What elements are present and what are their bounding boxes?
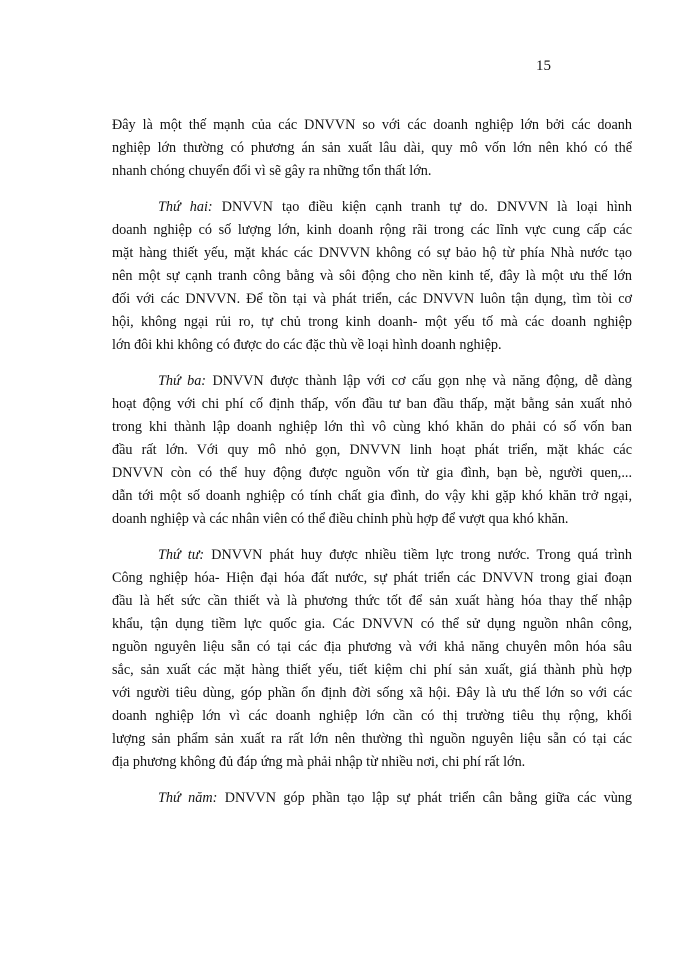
- text-segment: DNVVN phát huy được nhiều tiềm lực trong nước. Trong quá trình: [204, 547, 632, 563]
- text-line: nên một sự cạnh tranh công bằng và sôi động cho nền kinh tế, đây là một ưu thế lớn: [112, 268, 632, 284]
- text-line: [112, 196, 632, 219]
- text-line: địa phương không đủ đáp ứng mà phải nhập từ nhiều nơi, chi phí rất lớn.: [112, 754, 526, 770]
- paragraph-lead: Thứ tư:: [158, 547, 205, 563]
- paragraph-3: [112, 370, 632, 531]
- text-line: doanh nghiệp có số lượng lớn, kinh doanh rộng rãi trong các lĩnh vực cung cấp các: [112, 222, 632, 238]
- text-segment: DNVVN tạo điều kiện cạnh tranh tự do. DNVVN là loại hình: [212, 199, 632, 215]
- text-line: doanh nghiệp lớn vì các doanh nghiệp lớn cần có thị trường tiêu thụ rộng, khối: [112, 708, 632, 724]
- body-text: [112, 114, 632, 810]
- paragraph-lead: Thứ hai:: [158, 199, 213, 215]
- text-line: Công nghiệp hóa- Hiện đại hóa đất nước, sự phát triển các DNVVN trong giai đoạn: [112, 570, 632, 586]
- text-line: doanh nghiệp và các nhân viên có thể điều chỉnh phù hợp để vượt qua khó khăn.: [112, 511, 569, 527]
- text-line: lượng sản phẩm sản xuất ra rất lớn nên thường thì nguồn nguyên liệu sẵn có tại các: [112, 731, 632, 747]
- text-segment: DNVVN được thành lập với cơ cấu gọn nhẹ và năng động, dễ dàng: [206, 373, 632, 389]
- text-line: [112, 370, 632, 393]
- text-line: hội, không ngại rủi ro, tự chủ trong kinh doanh- một yếu tố mà các doanh nghiệp: [112, 314, 632, 330]
- text-line: lớn đôi khi không có được do các đặc thù về loại hình doanh nghiệp.: [112, 337, 502, 353]
- text-line: DNVVN còn có thể huy động được nguồn vốn từ gia đình, bạn bè, người quen,...: [112, 465, 632, 481]
- paragraph-1: [112, 114, 632, 183]
- text-line: đầu rất lớn. Với quy mô nhỏ gọn, DNVVN linh hoạt phát triển, mặt khác các: [112, 442, 632, 458]
- text-line: nghiệp lớn thường có phương án sản xuất lâu dài, quy mô vốn lớn nên khó có thể: [112, 140, 632, 156]
- text-line: mặt hàng thiết yếu, mặt khác các DNVVN không có sự bảo hộ từ phía Nhà nước tạo: [112, 245, 632, 261]
- text-line: [112, 544, 632, 567]
- text-line: hoạt động với chi phí cố định thấp, vốn đầu tư ban đầu thấp, mặt bằng sản xuất nhỏ: [112, 396, 632, 412]
- paragraph-2: [112, 196, 632, 357]
- text-line: nhanh chóng chuyển đổi vì sẽ gây ra những tổn thất lớn.: [112, 163, 432, 179]
- page-number: 15: [536, 58, 551, 74]
- text-line: Đây là một thế mạnh của các DNVVN so với các doanh nghiệp lớn bởi các doanh: [112, 117, 632, 133]
- paragraph-lead: Thứ ba:: [158, 373, 207, 389]
- paragraph-5: [112, 787, 632, 810]
- paragraph-4: [112, 544, 632, 774]
- text-line: với người tiêu dùng, góp phần ổn định đời sống xã hội. Đây là ưu thế lớn so với các: [112, 685, 632, 701]
- text-segment: DNVVN góp phần tạo lập sự phát triển cân bằng giữa các vùng: [217, 790, 632, 806]
- text-line: trong khi thành lập doanh nghiệp lớn thì vô cùng khó khăn do phải có số vốn ban: [112, 419, 632, 435]
- text-line: nguồn nguyên liệu sẵn có tại các địa phương và với khả năng chuyên môn hóa sâu: [112, 639, 632, 655]
- text-line: đầu là hết sức cần thiết và là phương thức tốt để sản xuất hàng hóa thay thế nhập: [112, 593, 632, 609]
- text-line: khẩu, tận dụng tiềm lực quốc gia. Các DNVVN có thể sử dụng nguồn nhân công,: [112, 616, 632, 632]
- text-line: sắc, sản xuất các mặt hàng thiết yếu, tiết kiệm chi phí sản xuất, giá thành phù hợp: [112, 662, 632, 678]
- text-line: [112, 787, 632, 810]
- paragraph-lead: Thứ năm:: [158, 790, 218, 806]
- text-line: dẫn tới một số doanh nghiệp có tính chất gia đình, do vậy khi gặp khó khăn trở ngại,: [112, 488, 632, 504]
- text-line: đối với các DNVVN. Để tồn tại và phát triển, các DNVVN luôn tận dụng, tìm tòi cơ: [112, 291, 632, 307]
